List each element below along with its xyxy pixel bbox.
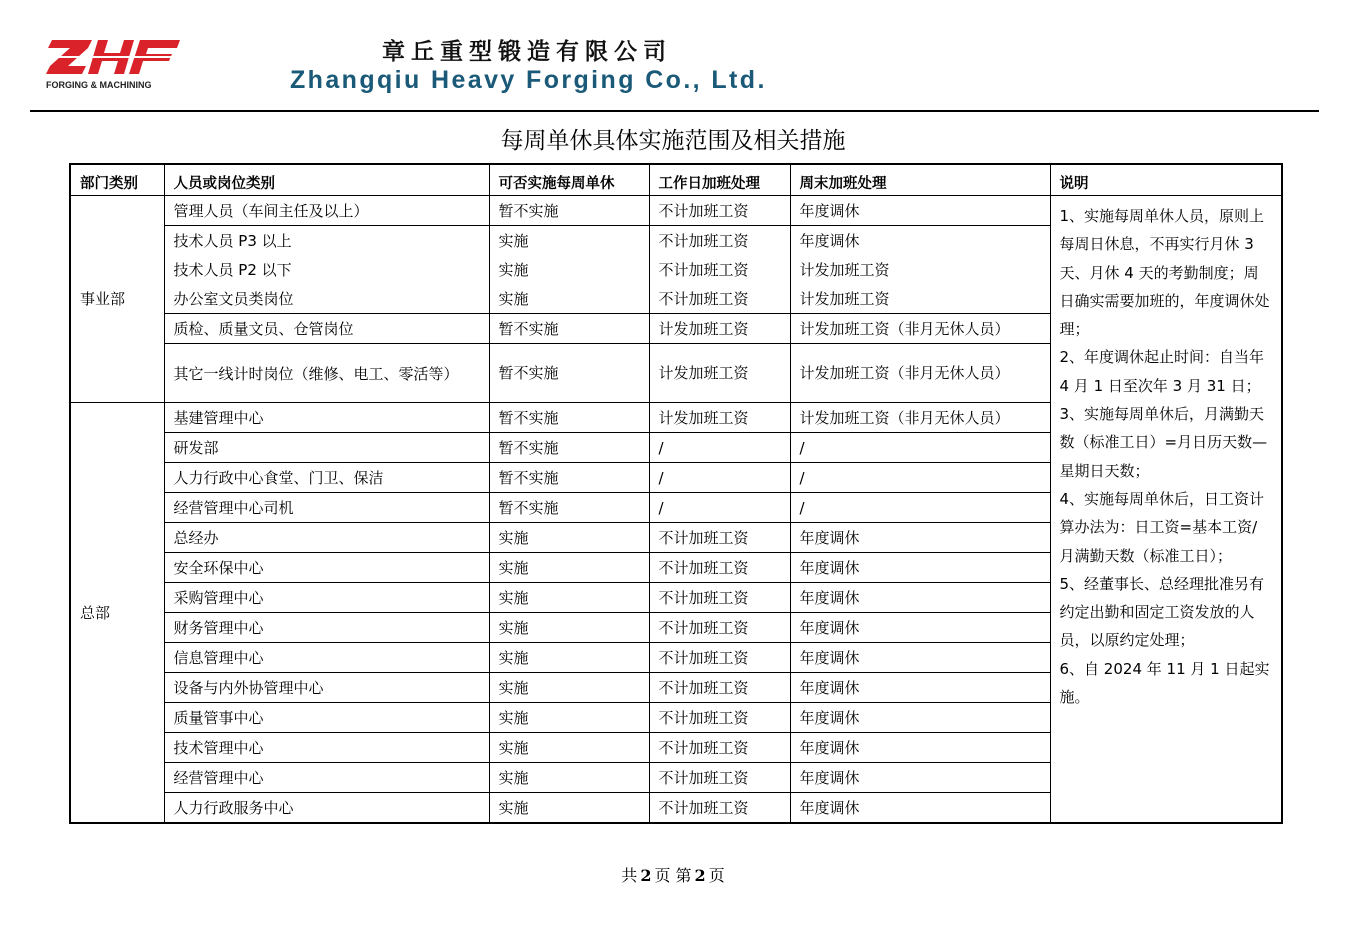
single-rest-cell: 实施 bbox=[489, 226, 649, 256]
weekday-overtime-cell: 计发加班工资 bbox=[649, 314, 790, 344]
single-rest-cell: 实施 bbox=[489, 553, 649, 583]
weekday-overtime-cell: 不计加班工资 bbox=[649, 793, 790, 824]
weekday-overtime-cell: 不计加班工资 bbox=[649, 255, 790, 284]
notes-cell bbox=[1050, 196, 1282, 824]
header-divider bbox=[30, 110, 1319, 112]
zhf-logo-mark bbox=[46, 38, 182, 78]
single-rest-cell: 实施 bbox=[489, 673, 649, 703]
single-rest-cell: 实施 bbox=[489, 793, 649, 824]
single-rest-cell: 暂不实施 bbox=[489, 493, 649, 523]
single-rest-cell: 暂不实施 bbox=[489, 344, 649, 403]
position-cell: 管理人员（车间主任及以上） bbox=[164, 196, 489, 226]
weekend-overtime-cell: 年度调休 bbox=[790, 733, 1050, 763]
weekday-overtime-cell: 不计加班工资 bbox=[649, 553, 790, 583]
weekday-overtime-cell: 不计加班工资 bbox=[649, 196, 790, 226]
weekend-overtime-cell: 计发加班工资（非月无休人员） bbox=[790, 344, 1050, 403]
position-cell: 质检、质量文员、仓管岗位 bbox=[164, 314, 489, 344]
page-footer bbox=[0, 863, 1346, 886]
note-item: 2、年度调休起止时间：自当年 4 月 1 日至次年 3 月 31 日； bbox=[1059, 348, 1265, 395]
weekend-overtime-cell: 年度调休 bbox=[790, 523, 1050, 553]
company-name-cn: 章丘重型锻造有限公司 bbox=[382, 39, 672, 65]
document-title: 每周单休具体实施范围及相关措施 bbox=[500, 128, 846, 154]
single-rest-cell: 暂不实施 bbox=[489, 314, 649, 344]
weekday-overtime-cell: 不计加班工资 bbox=[649, 673, 790, 703]
header-single-rest: 可否实施每周单休 bbox=[489, 164, 649, 196]
weekday-overtime-cell: 不计加班工资 bbox=[649, 284, 790, 314]
weekend-overtime-cell: 计发加班工资（非月无休人员） bbox=[790, 403, 1050, 433]
position-cell: 安全环保中心 bbox=[164, 553, 489, 583]
position-cell: 质量管事中心 bbox=[164, 703, 489, 733]
header-weekday-overtime: 工作日加班处理 bbox=[649, 164, 790, 196]
weekend-overtime-cell: 年度调休 bbox=[790, 553, 1050, 583]
weekend-overtime-cell: / bbox=[790, 433, 1050, 463]
position-cell: 其它一线计时岗位（维修、电工、零活等） bbox=[164, 344, 489, 403]
header-weekend-overtime: 周末加班处理 bbox=[790, 164, 1050, 196]
single-rest-cell: 暂不实施 bbox=[489, 196, 649, 226]
weekend-overtime-cell: 年度调休 bbox=[790, 583, 1050, 613]
weekend-overtime-cell: 年度调休 bbox=[790, 226, 1050, 256]
footer-suffix: 页 bbox=[708, 866, 725, 885]
footer-total-pages: 2 bbox=[640, 866, 652, 885]
note-item: 6、自 2024 年 11 月 1 日起实施。 bbox=[1059, 659, 1270, 707]
single-rest-cell: 实施 bbox=[489, 613, 649, 643]
weekend-overtime-cell: 年度调休 bbox=[790, 703, 1050, 733]
weekday-overtime-cell: 不计加班工资 bbox=[649, 226, 790, 256]
single-rest-cell: 实施 bbox=[489, 284, 649, 314]
weekend-overtime-cell: / bbox=[790, 493, 1050, 523]
weekday-overtime-cell: 不计加班工资 bbox=[649, 703, 790, 733]
weekday-overtime-cell: 计发加班工资 bbox=[649, 403, 790, 433]
weekday-overtime-cell: / bbox=[649, 433, 790, 463]
department-cell: 事业部 bbox=[70, 196, 164, 403]
single-rest-cell: 实施 bbox=[489, 523, 649, 553]
single-rest-cell: 实施 bbox=[489, 733, 649, 763]
position-cell: 总经办 bbox=[164, 523, 489, 553]
company-name-en: Zhangqiu Heavy Forging Co., Ltd. bbox=[290, 66, 767, 94]
weekday-overtime-cell: 不计加班工资 bbox=[649, 763, 790, 793]
policy-table bbox=[69, 163, 1283, 824]
weekday-overtime-cell: / bbox=[649, 463, 790, 493]
weekend-overtime-cell: 计发加班工资（非月无休人员） bbox=[790, 314, 1050, 344]
weekday-overtime-cell: / bbox=[649, 493, 790, 523]
weekend-overtime-cell: 年度调休 bbox=[790, 793, 1050, 824]
single-rest-cell: 实施 bbox=[489, 763, 649, 793]
position-cell: 人力行政服务中心 bbox=[164, 793, 489, 824]
note-item: 1、实施每周单休人员，原则上每周日休息，不再实行月休 3 天、月休 4 天的考勤制度；周日确实需要加班的，年度调休处理； bbox=[1059, 207, 1270, 339]
department-cell: 总部 bbox=[70, 403, 164, 824]
weekday-overtime-cell: 不计加班工资 bbox=[649, 613, 790, 643]
note-item: 3、实施每周单休后，月满勤天数（标准工日）=月日历天数—星期日天数； bbox=[1059, 405, 1268, 480]
note-item: 4、实施每周单休后，日工资计算办法为：日工资=基本工资/月满勤天数（标准工日）； bbox=[1059, 489, 1265, 565]
position-cell: 技术人员 P3 以上 bbox=[164, 226, 489, 256]
single-rest-cell: 实施 bbox=[489, 255, 649, 284]
position-cell: 办公室文员类岗位 bbox=[164, 284, 489, 314]
position-cell: 基建管理中心 bbox=[164, 403, 489, 433]
single-rest-cell: 暂不实施 bbox=[489, 463, 649, 493]
single-rest-cell: 实施 bbox=[489, 583, 649, 613]
note-item: 5、经董事长、总经理批准另有约定出勤和固定工资发放的人员，以原约定处理； bbox=[1059, 574, 1265, 650]
footer-current-page: 2 bbox=[694, 866, 706, 885]
footer-prefix: 共 bbox=[621, 866, 638, 885]
weekend-overtime-cell: 年度调休 bbox=[790, 763, 1050, 793]
single-rest-cell: 实施 bbox=[489, 703, 649, 733]
weekend-overtime-cell: 年度调休 bbox=[790, 673, 1050, 703]
header-department: 部门类别 bbox=[70, 164, 164, 196]
weekday-overtime-cell: 不计加班工资 bbox=[649, 643, 790, 673]
header-notes: 说明 bbox=[1050, 164, 1282, 196]
weekday-overtime-cell: 计发加班工资 bbox=[649, 344, 790, 403]
position-cell: 技术人员 P2 以下 bbox=[164, 255, 489, 284]
weekend-overtime-cell: 年度调休 bbox=[790, 196, 1050, 226]
weekday-overtime-cell: 不计加班工资 bbox=[649, 583, 790, 613]
table-header-row bbox=[70, 164, 1282, 196]
position-cell: 技术管理中心 bbox=[164, 733, 489, 763]
position-cell: 研发部 bbox=[164, 433, 489, 463]
footer-mid: 页 第 bbox=[654, 866, 692, 885]
weekend-overtime-cell: 年度调休 bbox=[790, 643, 1050, 673]
single-rest-cell: 实施 bbox=[489, 643, 649, 673]
company-logo bbox=[46, 38, 186, 94]
header-position: 人员或岗位类别 bbox=[164, 164, 489, 196]
position-cell: 人力行政中心食堂、门卫、保洁 bbox=[164, 463, 489, 493]
weekday-overtime-cell: 不计加班工资 bbox=[649, 523, 790, 553]
table-row bbox=[70, 196, 1282, 226]
position-cell: 经营管理中心司机 bbox=[164, 493, 489, 523]
position-cell: 设备与内外协管理中心 bbox=[164, 673, 489, 703]
weekend-overtime-cell: 计发加班工资 bbox=[790, 284, 1050, 314]
logo-subtext: FORGING & MACHINING bbox=[46, 80, 152, 90]
single-rest-cell: 暂不实施 bbox=[489, 433, 649, 463]
weekday-overtime-cell: 不计加班工资 bbox=[649, 733, 790, 763]
weekend-overtime-cell: / bbox=[790, 463, 1050, 493]
single-rest-cell: 暂不实施 bbox=[489, 403, 649, 433]
weekend-overtime-cell: 计发加班工资 bbox=[790, 255, 1050, 284]
position-cell: 经营管理中心 bbox=[164, 763, 489, 793]
position-cell: 采购管理中心 bbox=[164, 583, 489, 613]
position-cell: 信息管理中心 bbox=[164, 643, 489, 673]
position-cell: 财务管理中心 bbox=[164, 613, 489, 643]
weekend-overtime-cell: 年度调休 bbox=[790, 613, 1050, 643]
